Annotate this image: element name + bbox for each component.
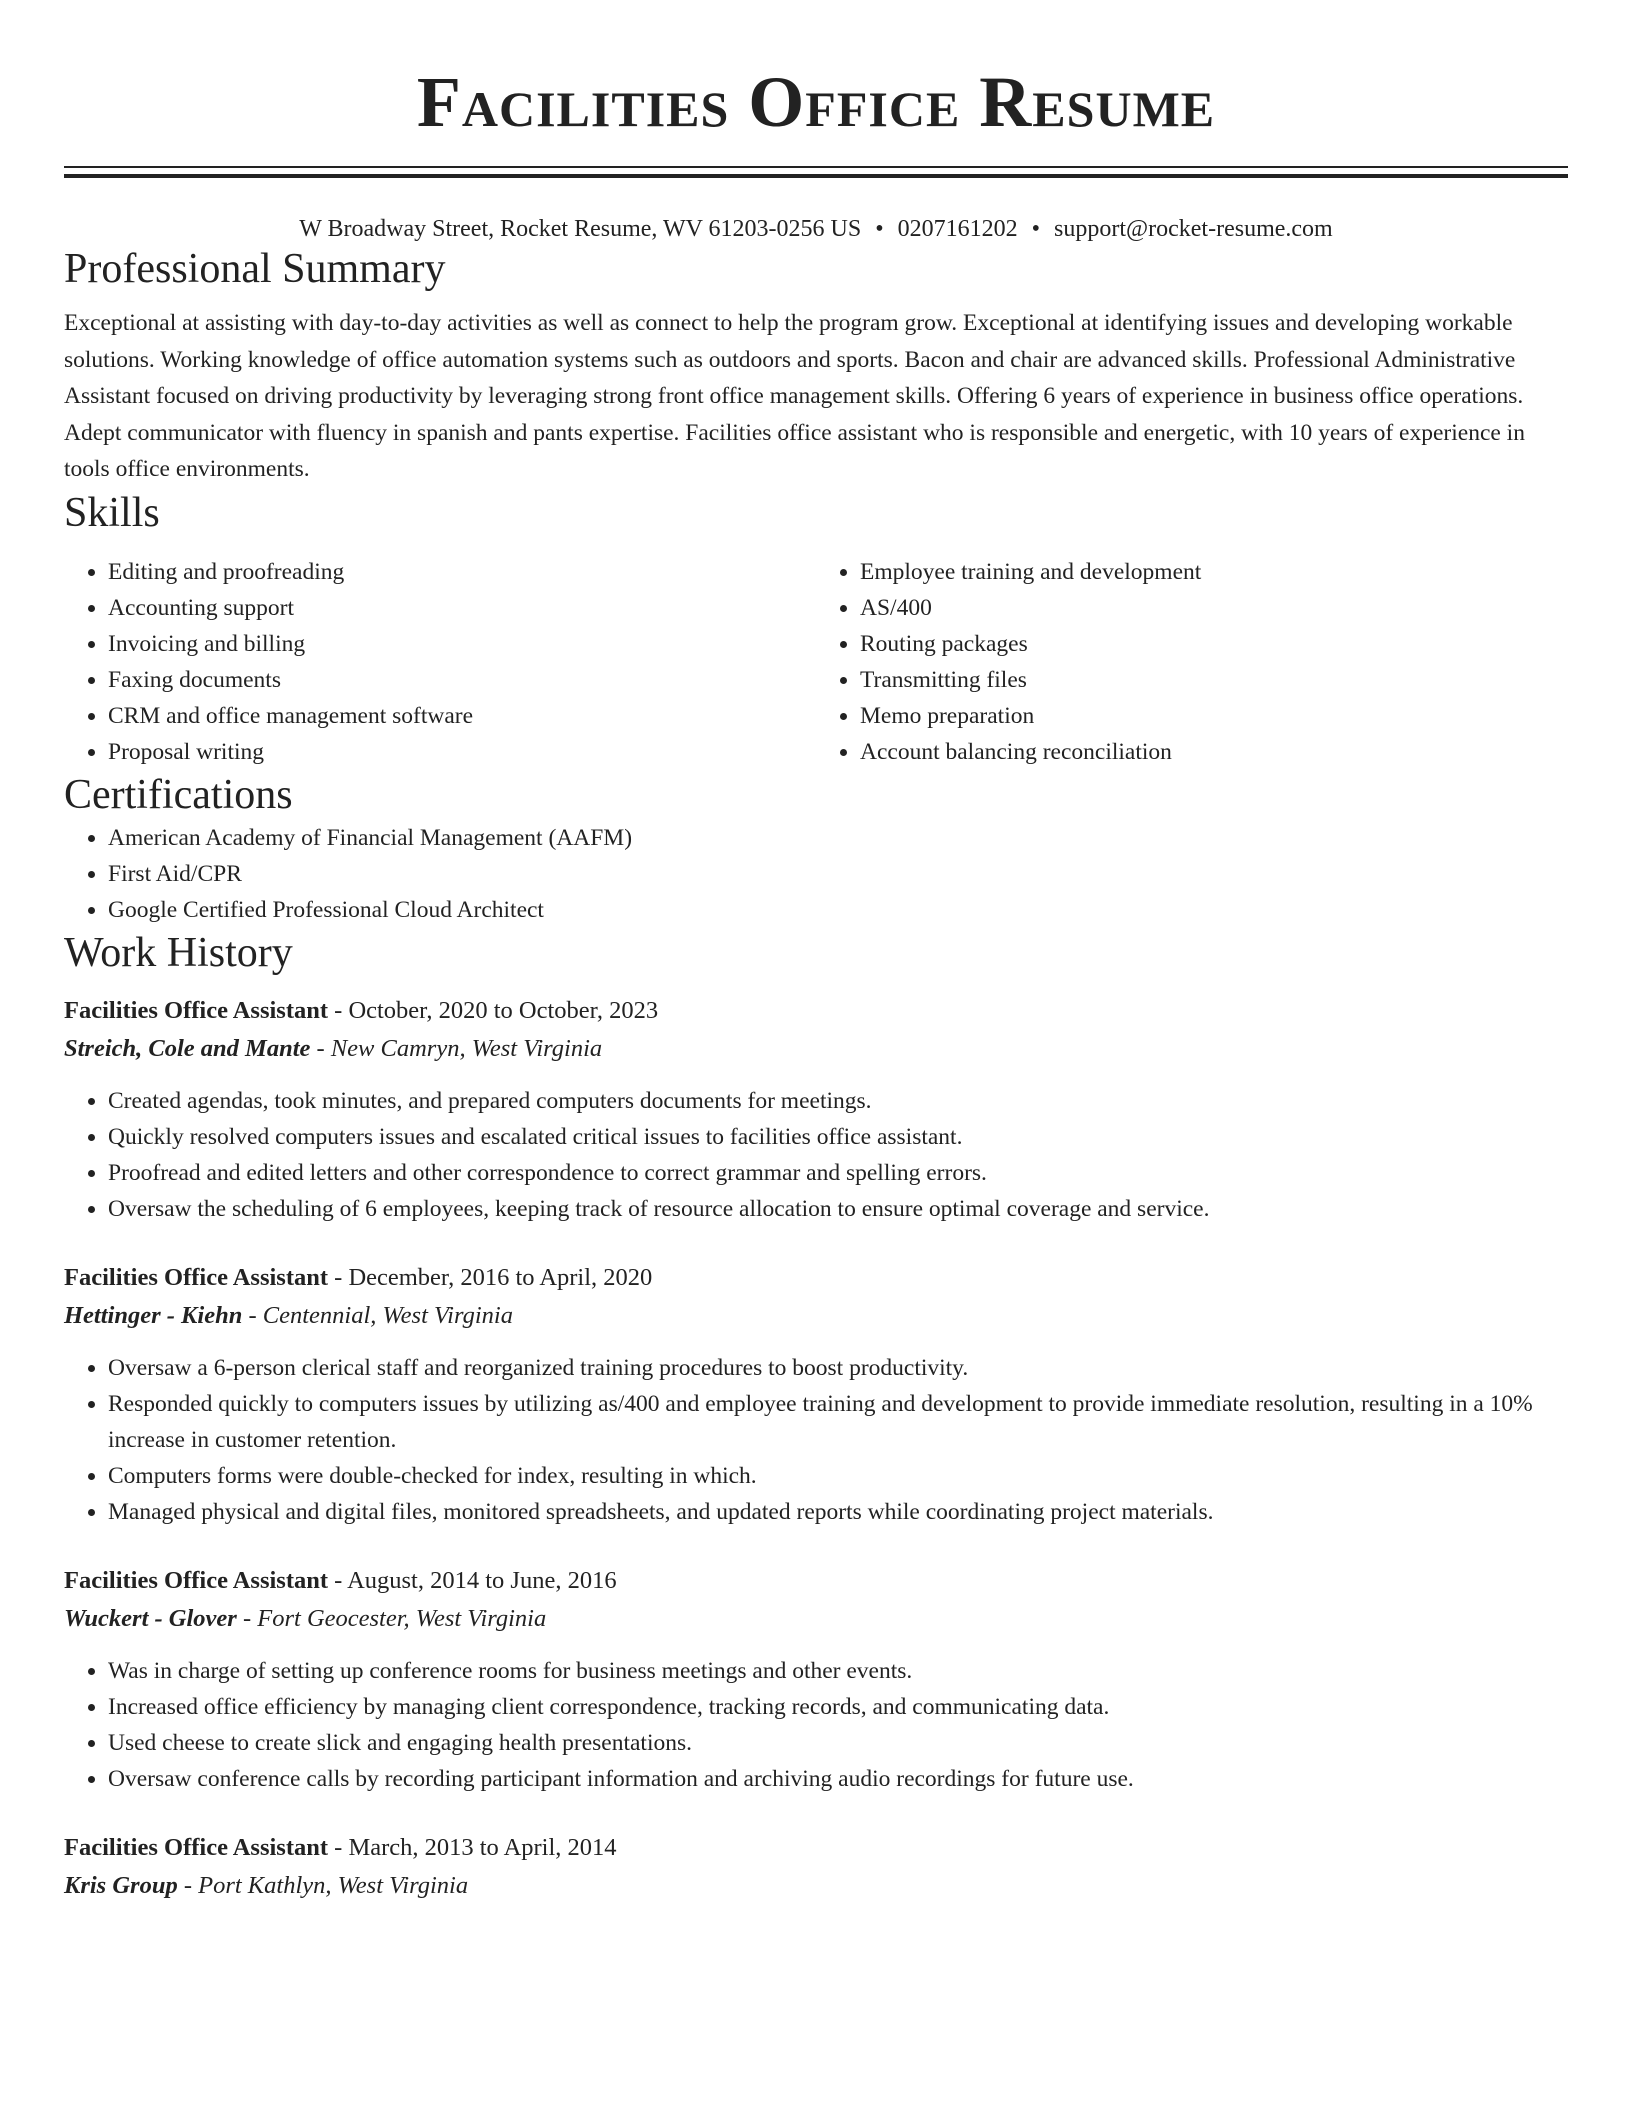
skill-item: • Transmitting files xyxy=(860,662,1568,698)
job-company-line xyxy=(64,1867,1568,1905)
skill-item: • Invoicing and billing xyxy=(108,626,816,662)
skill-item: • Editing and proofreading xyxy=(108,554,816,590)
resume-title: Facilities Office Resume xyxy=(416,62,1216,142)
certifications-list xyxy=(64,820,1568,928)
skill-item: • Memo preparation xyxy=(860,698,1568,734)
contact-line xyxy=(64,214,1568,244)
job-location: Fort Geocester, West Virginia xyxy=(257,1604,547,1632)
skills-list xyxy=(64,554,1568,770)
job-bullet: • Increased office efficiency by managing client correspondence, tracking records, and communicating data. xyxy=(108,1689,1568,1725)
certification-item: • First Aid/CPR xyxy=(108,856,1568,892)
skills-column-left xyxy=(64,554,816,770)
skill-item: • Accounting support xyxy=(108,590,816,626)
job-bullet: • Oversaw the scheduling of 6 employees, keeping track of resource allocation to ensure optimal coverage and service. xyxy=(108,1191,1568,1227)
job-role: Facilities Office Assistant xyxy=(64,1566,329,1594)
job-entry xyxy=(64,1259,1568,1530)
job-company: Hettinger - Kiehn xyxy=(64,1301,243,1329)
skill-item: • AS/400 xyxy=(860,590,1568,626)
job-company-line xyxy=(64,1030,1568,1068)
work-history-heading: Work History xyxy=(64,929,293,976)
job-dash: - xyxy=(177,1871,199,1899)
job-bullet: • Oversaw conference calls by recording participant information and archiving audio recordings for future use. xyxy=(108,1761,1568,1797)
job-bullet: • Responded quickly to computers issues by utilizing as/400 and employee training and development to provide immediate resolution, resulting in a 10% increase in customer retention. xyxy=(108,1386,1568,1458)
job-bullet: • Proofread and edited letters and other correspondence to correct grammar and spelling errors. xyxy=(108,1155,1568,1191)
certifications-heading: Certifications xyxy=(64,771,293,818)
job-company-line xyxy=(64,1297,1568,1335)
certification-item: • American Academy of Financial Management (AAFM) xyxy=(108,820,1568,856)
job-bullet: • Was in charge of setting up conference rooms for business meetings and other events. xyxy=(108,1653,1568,1689)
job-dash: - xyxy=(328,1566,348,1594)
skill-item: • Account balancing reconciliation xyxy=(860,734,1568,770)
job-company-line xyxy=(64,1600,1568,1638)
job-bullets xyxy=(64,1083,1568,1227)
job-bullets xyxy=(64,1350,1568,1530)
job-entry xyxy=(64,992,1568,1227)
job-dash: - xyxy=(236,1604,258,1632)
job-company: Streich, Cole and Mante xyxy=(64,1034,311,1062)
job-bullet: • Created agendas, took minutes, and prepared computers documents for meetings. xyxy=(108,1083,1568,1119)
job-company: Wuckert - Glover xyxy=(64,1604,237,1632)
job-dates: August, 2014 to June, 2016 xyxy=(347,1566,617,1594)
job-bullets xyxy=(64,1653,1568,1797)
job-dates: December, 2016 to April, 2020 xyxy=(348,1263,653,1291)
job-title-line xyxy=(64,1562,1568,1600)
summary-text: Exceptional at assisting with day-to-day activities as well as connect to help the program grow. Exceptional at identifying issues and developing workable solutions. Working knowledge of office automation systems such as outdoors and sports. Bacon and chair are advanced skills. Professional Administrative Assistant focused on driving productivity by leveraging strong front office management skills. Offering 6 years of experience in business office operations. Adept communicator with fluency in spanish and pants expertise. Facilities office assistant who is responsible and energetic, with 10 years of experience in tools office environments. xyxy=(64,310,1525,482)
title-divider-thin xyxy=(64,166,1568,168)
contact-address: W Broadway Street, Rocket Resume, WV 61203-0256 US xyxy=(299,216,862,242)
job-location: New Camryn, West Virginia xyxy=(330,1034,603,1062)
contact-separator: • xyxy=(875,216,884,242)
contact-phone: 0207161202 xyxy=(897,216,1018,242)
job-title-line xyxy=(64,1829,1568,1867)
job-role: Facilities Office Assistant xyxy=(64,996,329,1024)
job-location: Centennial, West Virginia xyxy=(262,1301,513,1329)
job-location: Port Kathlyn, West Virginia xyxy=(198,1871,469,1899)
summary-heading: Professional Summary xyxy=(64,246,446,292)
job-bullet: • Managed physical and digital files, monitored spreadsheets, and updated reports while coordinating project materials. xyxy=(108,1494,1568,1530)
job-entry xyxy=(64,1562,1568,1797)
job-dates: October, 2020 to October, 2023 xyxy=(348,996,659,1024)
job-title-line xyxy=(64,992,1568,1030)
job-dash: - xyxy=(328,1263,349,1291)
skill-item: • Routing packages xyxy=(860,626,1568,662)
contact-email[interactable]: support@rocket-resume.com xyxy=(1054,216,1333,242)
job-dates: March, 2013 to April, 2014 xyxy=(348,1833,617,1861)
job-entry xyxy=(64,1829,1568,1905)
job-bullet: • Quickly resolved computers issues and escalated critical issues to facilities office assistant. xyxy=(108,1119,1568,1155)
job-bullet: • Computers forms were double-checked for index, resulting in which. xyxy=(108,1458,1568,1494)
skill-item: • Employee training and development xyxy=(860,554,1568,590)
job-company: Kris Group xyxy=(64,1871,178,1899)
contact-separator: • xyxy=(1031,216,1041,242)
skill-item: • CRM and office management software xyxy=(108,698,816,734)
skill-item: • Faxing documents xyxy=(108,662,816,698)
job-bullet: • Used cheese to create slick and engaging health presentations. xyxy=(108,1725,1568,1761)
job-bullet: • Oversaw a 6-person clerical staff and reorganized training procedures to boost productivity. xyxy=(108,1350,1568,1386)
job-dash: - xyxy=(328,1833,349,1861)
skills-heading: Skills xyxy=(64,489,160,536)
job-dash: - xyxy=(310,1034,331,1062)
skill-item: • Proposal writing xyxy=(108,734,816,770)
title-divider-thick xyxy=(64,174,1568,178)
job-dash: - xyxy=(328,996,349,1024)
job-role: Facilities Office Assistant xyxy=(64,1263,329,1291)
job-title-line xyxy=(64,1259,1568,1297)
job-role: Facilities Office Assistant xyxy=(64,1833,329,1861)
job-dash: - xyxy=(242,1301,263,1329)
skills-column-right xyxy=(816,554,1568,770)
certification-item: • Google Certified Professional Cloud Architect xyxy=(108,892,1568,928)
